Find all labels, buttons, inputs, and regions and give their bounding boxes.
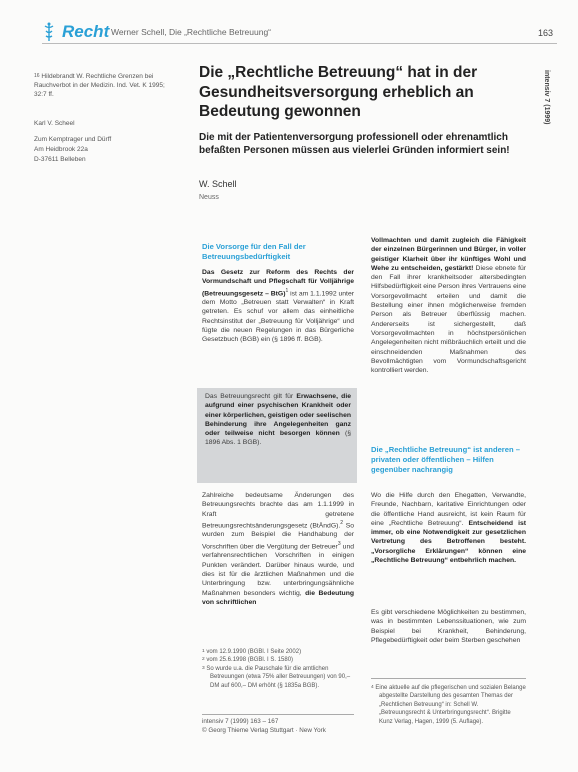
paragraph: Es gibt verschiedene Möglichkeiten zu bestimmen, was in bestimmten Lebenssituationen, wie zum Beispiel bei Krankheit, Behinderung, Pflegebedürftigkeit oder beim Sterben geschehen [371,609,526,644]
box-intro: Das Betreuungsrecht gilt für [205,393,297,400]
article-author: W. Schell [199,179,237,189]
article-subtitle: Die mit der Patientenversorgung professionell oder ehrenamtlich befaßten Personen müssen aus vielerlei Gründen informiert sein! [199,132,510,156]
paragraph-text: und verfahrensrechtlichen Vorschriften in einigen Punkten verändert. Darüber hinaus wurde, und dies ist für die ärztlichen Maßnahmen und die Unterbringung bzw. unterbringungsähnliche Maßnahmen besonders wichtig, [202,543,355,597]
footnote: $^3$ So wurde u.a. die Pauschale für die amtlichen Betreuungen (etwa 75% aller Betreuungen) von 90,– DM auf 600,– DM erhöht (§ 1835a BGB). [202,665,351,689]
bold-text: die Bedeutung von schriftlichen [202,589,354,606]
journal-reference-text: intensiv 7 (1999) [543,70,550,125]
paragraph-text: Diese ebnete für den Fall ihrer krankheitsoder altersbedingten Hilfsbedürftigkeit eine Person ihres Vertrauens eine Vorsorgevollmacht erteilen und damit die Bestellung einer ihnen möglicherweise fremden Person als Betreuer überflüssig machen. Andererseits ist sichergestellt, daß Vorsorgevollmachten in höchstpersönlichen Angelegenheiten nicht mißbräuchlich erteilt und die einschneidenden Maßnahmen des Bevollmächtigten vom Vormundschaftsgericht kontrolliert werden. [371,264,526,375]
reference-text: Hildebrandt W. Rechtliche Grenzen bei Rauchverbot in der Medizin. Ind. Vet. K 1995; 32:7 ff. [34,73,165,98]
address-name: Karl V. Scheel [34,120,75,127]
bold-text: Entscheidend ist immer, ob eine Notwendigkeit zur gesetzlichen Vertretung des Betroffenen besteht. „Vorsorgliche Erklärungen“ können eine „Rechtliche Betreuung“ entbehrlich machen. [371,519,526,565]
journal-reference-vertical [540,70,552,160]
paragraph-text: So wurden zum Beispiel die Handhabung der Vorschriften über die Vergütung der Betreuer [202,522,355,551]
paragraph-text: ist am 1.1.1992 unter dem Motto „Betreuen statt Verwalten“ in Kraft getreten. Es schuf vor allem das einheitliche Rechtsinstitut der „Betreuung für Volljährige“ und fügte die neuen Regelungen in das Bürgerliche Gesetzbuch (BGB) ein (§ 1896 ff. BGB). [202,289,354,344]
footnote-mark: 1 [285,287,289,294]
footnote: $^4$ Eine aktuelle auf die pflegerischen und sozialen Belange abgestellte Darstellung des gesamten Themas der „Rechtlichen Betreuung“ in: Schell W. „Betreuungsrecht & Unterbringungsrecht“. Brigitte Kunz Verlag, Hagen, 1999 (5. Auflage). [371,685,526,725]
footnote: $^1$ vom 12.9.1990 (BGBl. I Seite 2002) [202,649,302,655]
header-rule [42,43,557,44]
address-line: Zum Kemptrager und Dürff [34,136,112,143]
copyright-line: © Georg Thieme Verlag Stuttgart · New York [202,726,326,734]
bold-text: Das Gesetz zur Reform des Rechts der Vormundschaft und Pflegschaft für Volljährige (Betreuungsgesetz – BtG) [202,269,354,297]
section-title: Recht [62,22,110,41]
caduceus-logo-icon [42,22,56,42]
paragraph-text: Wo die Hilfe durch den Ehegatten, Verwandte, Freunde, Nachbarn, karitative Einrichtungen oder die öffentliche Hand ausreicht, ist kein Raum für eine „Rechtliche Betreuung“. [371,492,526,527]
address-line: Am Heidbrook 22a [34,146,88,153]
reference-number: 16 [34,73,40,79]
sidebar-reference [34,72,169,99]
copyright-notice [202,718,362,735]
section-heading-vorsorge: Die Vorsorge für den Fall der Betreuungsbedürftigkeit [202,242,306,261]
paragraph [202,268,354,345]
footnote-mark: 3 [337,540,341,547]
paragraph-text: Zahlreiche bedeutsame Änderungen des Betreuungsrechts brachte das am 1.1.1999 in Kraft getretene Betreuungsrechtsänderungsgesetz (BtÄndG). [202,492,354,530]
author-address [34,119,169,165]
paragraph [371,236,526,375]
bold-text: Vollmachten und damit zugleich die Fähigkeit der einzelnen Bürgerinnen und Bürger, in voller geistiger Klarheit über ihr künftiges Wohl und Wehe zu entscheiden, gestärkt! [371,237,526,272]
paragraph [202,491,354,607]
author-location: Neuss [199,194,219,201]
footnote-mark: 2 [340,519,344,526]
highlight-box-text [205,392,351,448]
footer-rule [202,714,354,715]
article-title: Die „Rechtliche Betreuung“ hat in der Gesundheitsversorgung erheblich an Bedeutung gewonnen [199,64,478,120]
footnote-rule [371,678,526,679]
box-bold: Erwachsene, die aufgrund einer psychischen Krankheit oder einer körperlichen, geistigen oder seelischen Behinderung ihre Angelegenheiten ganz oder teilweise nicht besorgen können [205,393,351,438]
running-head: Werner Schell, Die „Rechtliche Betreuung“ [111,27,271,37]
box-end: (§ 1896 Abs. 1 BGB). [205,430,351,447]
copyright-line: intensiv 7 (1999) 163 – 167 [202,718,279,725]
footnote: $^2$ vom 25.6.1998 (BGBl. I S. 1580) [202,657,294,664]
address-line: D-37611 Belleben [34,156,86,163]
footnotes-left [202,648,354,690]
section-heading-nachrangig: Die „Rechtliche Betreuung“ ist anderen – privaten oder öffentlichen – Hilfen gegenüber nachrangig [371,445,520,474]
page-number: 163 [538,28,554,38]
paragraph [371,491,526,565]
